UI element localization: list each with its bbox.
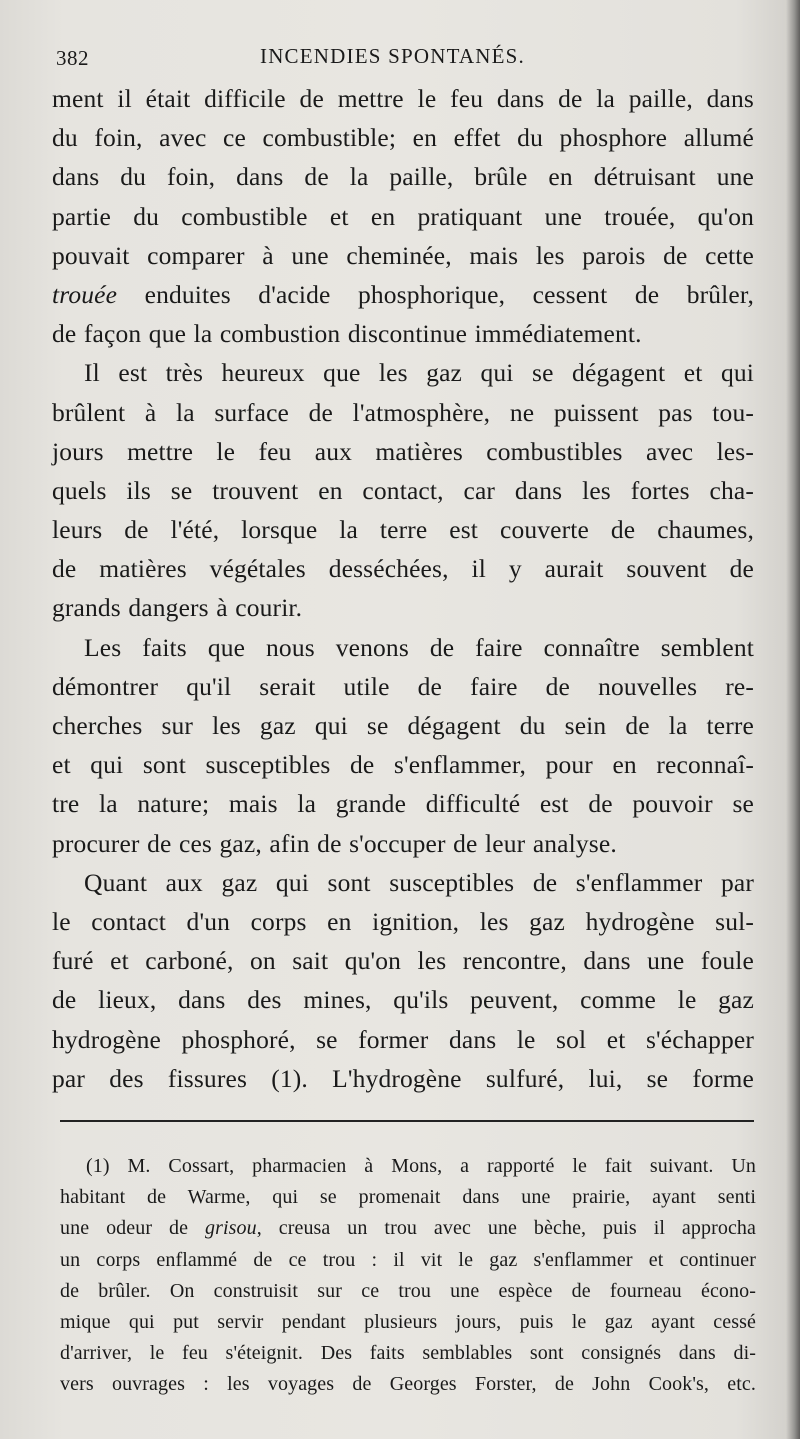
body-line-20: procurer de ces gaz, afin de s'occuper de leur analyse. (52, 828, 617, 858)
body-line-25: hydrogène phosphoré, se former dans le sol et s'échapper (52, 1024, 754, 1054)
body-line-15: Les faits que nous venons de faire connaître semblent (84, 632, 754, 662)
body-text (52, 79, 754, 1098)
page-header (52, 40, 752, 72)
body-line-7: de façon que la combustion discontinue immédiatement. (52, 319, 642, 349)
body-line-19: tre la nature; mais la grande difficulté est de pouvoir se (52, 789, 754, 819)
footnote-line-3 (60, 1213, 756, 1244)
page-spine-shadow (786, 0, 800, 1439)
body-line-24: de lieux, dans des mines, qu'ils peuvent, comme le gaz (52, 985, 754, 1015)
body-line-12: leurs de l'été, lorsque la terre est couverte de chaumes, (52, 515, 754, 545)
body-line-11: quels ils se trouvent en contact, car dans les fortes cha- (52, 475, 754, 505)
running-title: INCENDIES SPONTANÉS. (260, 44, 525, 68)
body-line-13: de matières végétales desséchées, il y aurait souvent de (52, 554, 754, 584)
body-line-10: jours mettre le feu aux matières combustibles avec les- (52, 436, 754, 466)
footnote-line-2: habitant de Warme, qui se promenait dans une prairie, ayant senti (60, 1186, 756, 1209)
footnote (60, 1151, 756, 1401)
body-line-16: démontrer qu'il serait utile de faire de nouvelles re- (52, 671, 754, 701)
page-number: 382 (56, 46, 89, 70)
footnote-rule (60, 1120, 754, 1122)
body-line-9: brûlent à la surface de l'atmosphère, ne puissent pas tou- (52, 397, 754, 427)
body-line-5: pouvait comparer à une cheminée, mais les parois de cette (52, 240, 754, 270)
footnote-line-7: d'arriver, le feu s'éteignit. Des faits semblables sont consignés dans di- (60, 1342, 756, 1365)
italic-word-grisou: grisou (205, 1217, 257, 1240)
footnote-line-5: de brûler. On construisit sur ce trou une espèce de fourneau écono- (60, 1279, 756, 1302)
footnote-line-1: (1) M. Cossart, pharmacien à Mons, a rapporté le fait suivant. Un (86, 1155, 756, 1177)
italic-word-trouee: trouée (52, 279, 118, 309)
footnote-line-3-rest: , creusa un trou avec une bèche, puis il approcha (256, 1217, 757, 1240)
body-line-6 (52, 275, 754, 314)
body-line-1: ment il était difficile de mettre le feu dans de la paille, dans (52, 84, 754, 113)
body-line-6-rest: enduites d'acide phosphorique, cessent de brûler, (117, 279, 754, 309)
footnote-line-6: mique qui put servir pendant plusieurs jours, puis le gaz ayant cessé (60, 1310, 756, 1333)
body-line-21: Quant aux gaz qui sont susceptibles de s'enflammer par (84, 867, 754, 897)
body-line-26: par des fissures (1). L'hydrogène sulfuré, lui, se forme (52, 1063, 754, 1093)
body-line-2: du foin, avec ce combustible; en effet du phosphore allumé (52, 123, 754, 153)
footnote-line-4: un corps enflammé de ce trou : il vit le gaz s'enflammer et continuer (60, 1248, 756, 1271)
body-line-14: grands dangers à courir. (52, 593, 303, 623)
body-line-8: Il est très heureux que les gaz qui se dégagent et qui (84, 358, 754, 388)
footnote-line-3-start: une odeur de (60, 1217, 205, 1240)
body-line-3: dans du foin, dans de la paille, brûle en détruisant une (52, 162, 754, 192)
body-line-18: et qui sont susceptibles de s'enflammer, pour en reconnaî- (52, 750, 754, 780)
body-line-17: cherches sur les gaz qui se dégagent du sein de la terre (52, 711, 754, 740)
body-line-4: partie du combustible et en pratiquant une trouée, qu'on (52, 201, 754, 231)
footnote-line-8: vers ouvrages : les voyages de Georges Forster, de John Cook's, etc. (60, 1373, 756, 1396)
body-line-23: furé et carboné, on sait qu'on les rencontre, dans une foule (52, 946, 754, 976)
body-line-22: le contact d'un corps en ignition, les gaz hydrogène sul- (52, 906, 754, 936)
